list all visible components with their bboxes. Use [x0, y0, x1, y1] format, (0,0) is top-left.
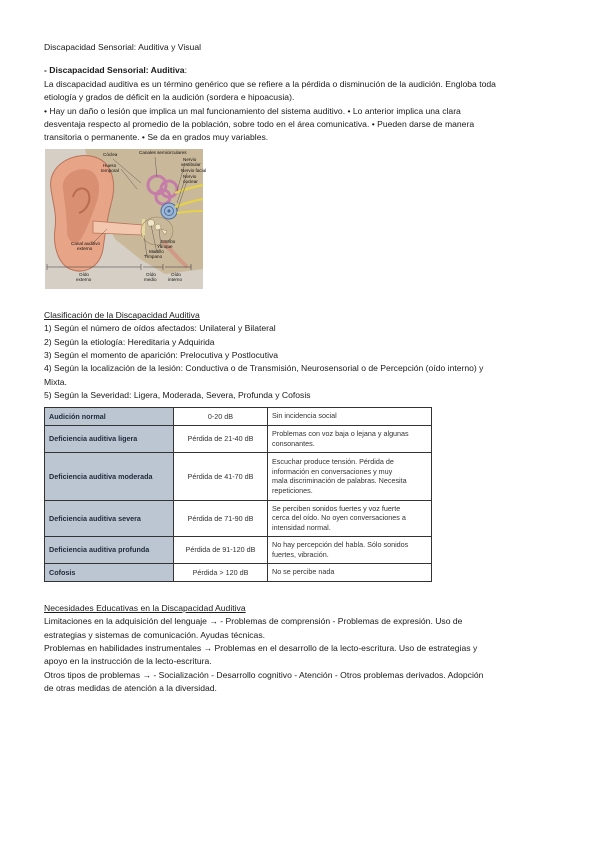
clasificacion-item: 4) Según la localización de la lesión: Conductiva o de Transmisión, Neurosensorial o de Percepción (oído interno) y — [44, 363, 484, 374]
table-cell-name: Deficiencia auditiva ligera — [45, 425, 174, 452]
desc-line: No se percibe nada — [272, 567, 335, 577]
label-nervio: Nervio — [183, 156, 197, 162]
desc-line: información en conversaciones y muy — [272, 466, 393, 476]
label-nervio-2: Nervio — [183, 173, 197, 179]
desc-line: consonantes. — [272, 438, 315, 448]
necesidades-line: estrategias y sistemas de comunicación. Ayudas técnicas. — [44, 629, 266, 640]
paragraph-line: La discapacidad auditiva es un término genérico que se refiere a la pérdida o disminución de la audición. Engloba toda — [44, 78, 496, 89]
table-cell-desc — [268, 500, 432, 536]
ear-anatomy-illustration — [45, 149, 203, 289]
desc-line: cerca del oído. No oyen conversaciones a — [272, 513, 406, 523]
clasificacion-heading: Clasificación de la Discapacidad Auditiva — [44, 309, 200, 320]
clasificacion-item: 3) Según el momento de aparición: Prelocutiva y Postlocutiva — [44, 350, 279, 361]
label-oido-externo-2: externo — [76, 276, 92, 282]
necesidades-line: de otras medidas de atención a la diversidad. — [44, 683, 217, 694]
label-nervio-facial: Nervio facial — [181, 167, 207, 173]
necesidades-line: Limitaciones en la adquisición del lenguaje → - Problemas de comprensión - Problemas de expresión. Uso de — [44, 616, 463, 627]
necesidades-line: Otros tipos de problemas → - Socialización - Desarrollo cognitivo - Atención - Otros problemas derivados. Adopción — [44, 669, 484, 680]
desc-line: intensidad normal. — [272, 522, 331, 532]
desc-line: Se perciben sonidos fuertes y voz fuerte — [272, 504, 401, 514]
paragraph-line: transitoria o permanente. • Se da en grados muy variables. — [44, 132, 269, 143]
desc-line: mala discriminación de palabras. Necesita — [272, 476, 407, 486]
desc-line: Problemas con voz baja o lejana y algunas — [272, 429, 409, 439]
table-cell-desc — [268, 425, 432, 452]
table-cell-range: Pérdida de 71-90 dB — [174, 500, 268, 536]
desc-line: No hay percepción del habla. Sólo sonidos — [272, 540, 409, 550]
section-heading-text: - Discapacidad Sensorial: Auditiva — [44, 65, 185, 76]
necesidades-line: Problemas en habilidades instrumentales → Problemas en el desarrollo de la lecto-escritura. Uso de estrategias y — [44, 642, 478, 653]
paragraph-line: etiología y grados de déficit en la audición (sordera e hipoacusia). — [44, 92, 295, 103]
table-cell-range: Pérdida de 91-120 dB — [174, 536, 268, 563]
label-oido-interno-2: interno — [168, 276, 183, 282]
table-cell-name: Deficiencia auditiva profunda — [45, 536, 174, 563]
table-cell-desc — [268, 563, 432, 581]
paragraph-line: • Hay un daño o lesión que implica un mal funcionamiento del sistema auditivo. • Lo anterior implica una clara — [44, 105, 461, 116]
clasificacion-item: 5) Según la Severidad: Ligera, Moderada, Severa, Profunda y Cofosis — [44, 390, 311, 401]
document-title: Discapacidad Sensorial: Auditiva y Visual — [44, 42, 202, 52]
ear-anatomy-figure — [45, 149, 207, 289]
section-heading-colon: : — [184, 65, 187, 76]
necesidades-heading: Necesidades Educativas en la Discapacidad Auditiva — [44, 602, 246, 613]
desc-line: Escuchar produce tensión. Pérdida de — [272, 457, 394, 467]
necesidades-section — [44, 602, 564, 696]
desc-line: Sin incidencia social — [272, 411, 337, 421]
table-cell-range: Pérdida de 21-40 dB — [174, 425, 268, 452]
label-canales: Canales semicirculares — [139, 149, 187, 155]
table-row — [45, 425, 432, 452]
paragraph-line: desventaja respecto al promedio de la población, sobre todo en el área comunicativa. • Pueden darse de manera — [44, 119, 475, 130]
label-vestibular: vestibular — [181, 161, 201, 167]
table-row — [45, 563, 432, 581]
label-temporal: temporal — [101, 167, 119, 173]
label-coclea: Cóclea — [103, 151, 118, 157]
label-martillo: Martillo — [149, 248, 164, 254]
clasificacion-item: 1) Según el número de oídos afectados: Unilateral y Bilateral — [44, 323, 276, 334]
table-cell-range: Pérdida > 120 dB — [174, 563, 268, 581]
section-heading-auditiva — [44, 64, 564, 77]
necesidades-line: apoyo en la instrucción de la lecto-escritura. — [44, 656, 212, 667]
table-row — [45, 452, 432, 500]
table-cell-name: Deficiencia auditiva severa — [45, 500, 174, 536]
desc-line: repeticiones. — [272, 485, 313, 495]
table-cell-name: Deficiencia auditiva moderada — [45, 452, 174, 500]
table-cell-name: Audición normal — [45, 407, 174, 425]
label-oido-medio-2: medio — [144, 276, 157, 282]
label-oido-medio-1: Oído — [146, 271, 156, 277]
severity-table — [44, 407, 432, 582]
table-cell-desc — [268, 407, 432, 425]
section-paragraph — [44, 78, 564, 145]
table-cell-range: 0-20 dB — [174, 407, 268, 425]
table-row — [45, 500, 432, 536]
table-cell-desc — [268, 536, 432, 563]
clasificacion-section — [44, 309, 564, 403]
document-page — [44, 40, 564, 696]
table-cell-name: Cofosis — [45, 563, 174, 581]
label-externo: externo — [77, 245, 93, 251]
table-cell-range: Pérdida de 41-70 dB — [174, 452, 268, 500]
label-oido-externo-1: Oído — [79, 271, 89, 277]
clasificacion-item: 2) Según la etiología: Hereditaria y Adquirida — [44, 336, 215, 347]
desc-line: fuertes, vibración. — [272, 549, 329, 559]
label-hueso: Hueso — [103, 162, 117, 168]
table-row — [45, 407, 432, 425]
label-timpano: Tímpano — [144, 253, 163, 259]
label-coclear: coclear — [183, 178, 198, 184]
label-yunque: Yunque — [157, 243, 173, 249]
clasificacion-item: Mixta. — [44, 376, 67, 387]
label-oido-interno-1: Oído — [171, 271, 181, 277]
table-row — [45, 536, 432, 563]
table-cell-desc — [268, 452, 432, 500]
label-canal: Canal auditivo — [71, 240, 101, 246]
label-estribo: Estribo — [161, 238, 176, 244]
